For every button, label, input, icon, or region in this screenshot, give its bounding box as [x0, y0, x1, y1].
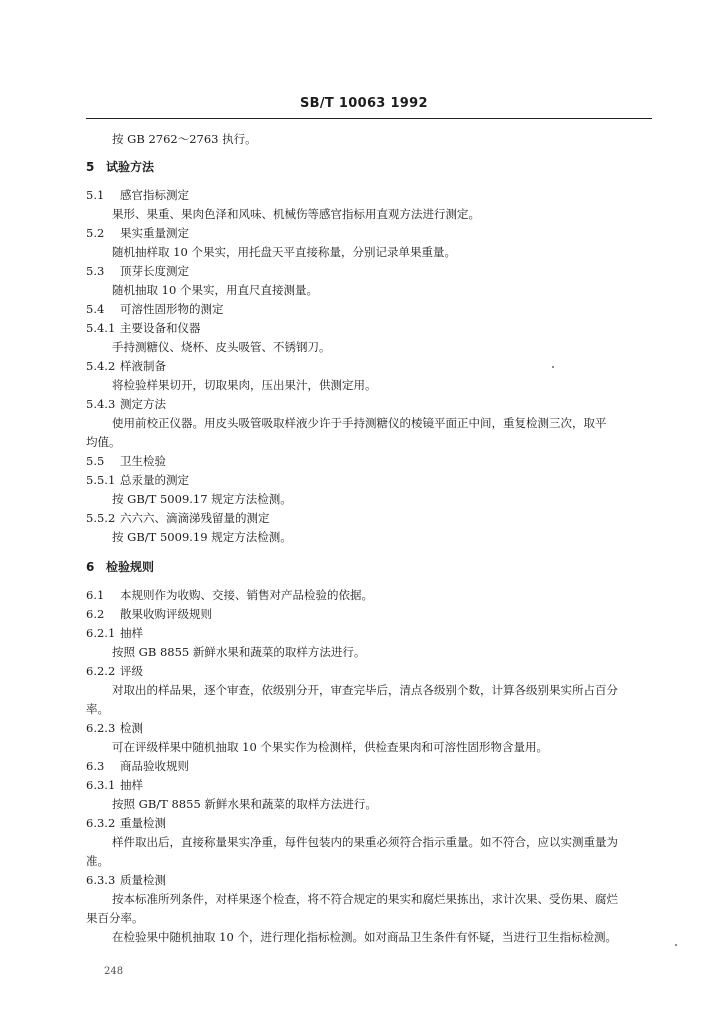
section-heading: [86, 473, 189, 487]
section-number: 6.3: [86, 759, 105, 773]
section-title: 果实重量测定: [120, 226, 189, 240]
body-text-line: [112, 340, 331, 354]
section-title: 商品验收规则: [120, 759, 189, 773]
body-text-line: [112, 645, 365, 659]
section-heading: [86, 321, 201, 335]
header-rule: [86, 118, 652, 119]
section-title: 散果收购评级规则: [120, 607, 212, 621]
section-title: 总汞量的测定: [120, 473, 189, 487]
standard-code-header: SB/T 10063 1992: [300, 96, 428, 111]
section-number: 6.2.1: [86, 626, 116, 640]
section-number: 5.1: [86, 188, 105, 202]
page-number: 248: [104, 966, 124, 977]
section-heading: [86, 302, 224, 316]
paragraph-text: 均值。: [86, 435, 121, 449]
section-heading: [86, 560, 154, 574]
section-title: 主要设备和仪器: [120, 321, 201, 335]
paragraph-text: 果百分率。: [86, 911, 144, 925]
section-number: 6.3.1: [86, 778, 116, 792]
section-number: 6.2: [86, 607, 105, 621]
section-number: 5.5.1: [86, 473, 116, 487]
section-heading: [86, 664, 143, 678]
section-number: 6.3.3: [86, 873, 116, 887]
paragraph-text: 按照 GB 8855 新鲜水果和蔬菜的取样方法进行。: [112, 645, 366, 659]
section-title: 检验规则: [106, 560, 155, 574]
section-title: 样液制备: [120, 359, 166, 373]
section-number: 6.3.2: [86, 816, 116, 830]
section-number: 5.5: [86, 454, 105, 468]
body-text-line: [86, 435, 121, 449]
section-heading: [86, 264, 189, 278]
section-title: 本规则作为收购、交接、销售对产品检验的依据。: [120, 588, 373, 602]
paragraph-text: 可在评级样果中随机抽取 10 个果实作为检测样，供检查果肉和可溶性固形物含量用。: [112, 740, 548, 754]
section-number: 6: [86, 560, 95, 574]
section-number: 5.4.2: [86, 359, 116, 373]
paragraph-text: 随机抽取 10 个果实，用直尺直接测量。: [112, 283, 318, 297]
paragraph-text: 按 GB/T 5009.17 规定方法检测。: [112, 492, 292, 506]
scan-speck: [552, 366, 554, 368]
section-heading: [86, 188, 189, 202]
paragraph-text: 按本标准所列条件，对样果逐个检查，将不符合规定的果实和腐烂果拣出，求计次果、受伤果、腐烂: [112, 892, 618, 906]
section-title: 检测: [120, 721, 143, 735]
section-heading: [86, 778, 143, 792]
paragraph-text: 率。: [86, 702, 109, 716]
paragraph-text: 手持测糖仪、烧杯、皮头吸管、不锈钢刀。: [112, 340, 331, 354]
body-text-line: [112, 683, 618, 697]
section-heading: [86, 454, 166, 468]
section-title: 质量检测: [120, 873, 166, 887]
section-number: 6.2.2: [86, 664, 116, 678]
paragraph-text: 按 GB/T 5009.19 规定方法检测。: [112, 530, 292, 544]
section-heading: [86, 588, 373, 602]
paragraph-text: 在检验果中随机抽取 10 个，进行理化指标检测。如对商品卫生条件有怀疑，当进行卫生指标检测。: [112, 930, 617, 944]
section-title: 可溶性固形物的测定: [120, 302, 224, 316]
paragraph-text: 准。: [86, 854, 109, 868]
section-title: 六六六、滴滴涕残留量的测定: [120, 511, 270, 525]
body-text-line: [86, 702, 109, 716]
body-text-line: [112, 797, 377, 811]
body-text-line: [112, 132, 257, 146]
body-text-line: [112, 530, 292, 544]
paragraph-text: 对取出的样品果，逐个审查，依级别分开，审查完毕后，清点各级别个数，计算各级别果实所占百分: [112, 683, 618, 697]
paragraph-text: 按照 GB/T 8855 新鲜水果和蔬菜的取样方法进行。: [112, 797, 377, 811]
paragraph-text: 使用前校正仪器。用皮头吸管吸取样液少许于手持测糖仪的棱镜平面正中间，重复检测三次，取平: [112, 416, 607, 430]
paragraph-text: 按 GB 2762～2763 执行。: [112, 132, 257, 146]
paragraph-text: 随机抽样取 10 个果实，用托盘天平直接称量，分别记录单果重量。: [112, 245, 456, 259]
section-number: 5.5.2: [86, 511, 116, 525]
section-heading: [86, 759, 189, 773]
section-title: 评级: [120, 664, 143, 678]
paragraph-text: 果形、果重、果肉色泽和风味、机械伤等感官指标用直观方法进行测定。: [112, 207, 480, 221]
section-heading: [86, 816, 166, 830]
body-text-line: [112, 492, 292, 506]
section-title: 试验方法: [106, 160, 155, 174]
body-text-line: [112, 416, 607, 430]
section-number: 5.2: [86, 226, 105, 240]
section-number: 5.4.3: [86, 397, 116, 411]
body-text-line: [112, 892, 618, 906]
body-text-line: [112, 835, 618, 849]
section-title: 抽样: [120, 626, 143, 640]
section-number: 6.1: [86, 588, 105, 602]
section-heading: [86, 721, 143, 735]
paragraph-text: 将检验样果切开，切取果肉，压出果汁，供测定用。: [112, 378, 377, 392]
section-heading: [86, 626, 143, 640]
body-text-line: [112, 207, 480, 221]
section-title: 感官指标测定: [120, 188, 189, 202]
section-title: 顶芽长度测定: [120, 264, 189, 278]
body-text-line: [112, 930, 617, 944]
body-text-line: [112, 283, 318, 297]
section-heading: [86, 873, 166, 887]
body-text-line: [86, 854, 109, 868]
section-title: 重量检测: [120, 816, 166, 830]
section-title: 抽样: [120, 778, 143, 792]
section-heading: [86, 397, 166, 411]
section-number: 5.3: [86, 264, 105, 278]
paragraph-text: 样件取出后，直接称量果实净重，每件包装内的果重必须符合指示重量。如不符合，应以实测重量为: [112, 835, 618, 849]
body-text-line: [112, 740, 548, 754]
section-heading: [86, 226, 189, 240]
body-text-line: [86, 911, 144, 925]
section-title: 测定方法: [120, 397, 166, 411]
section-heading: [86, 607, 212, 621]
body-text-line: [112, 245, 456, 259]
scan-speck: [675, 944, 677, 946]
section-heading: [86, 511, 270, 525]
section-number: 5: [86, 160, 95, 174]
section-number: 5.4.1: [86, 321, 116, 335]
section-number: 6.2.3: [86, 721, 116, 735]
body-text-line: [112, 378, 377, 392]
section-title: 卫生检验: [120, 454, 166, 468]
section-number: 5.4: [86, 302, 105, 316]
section-heading: [86, 359, 166, 373]
section-heading: [86, 160, 154, 174]
